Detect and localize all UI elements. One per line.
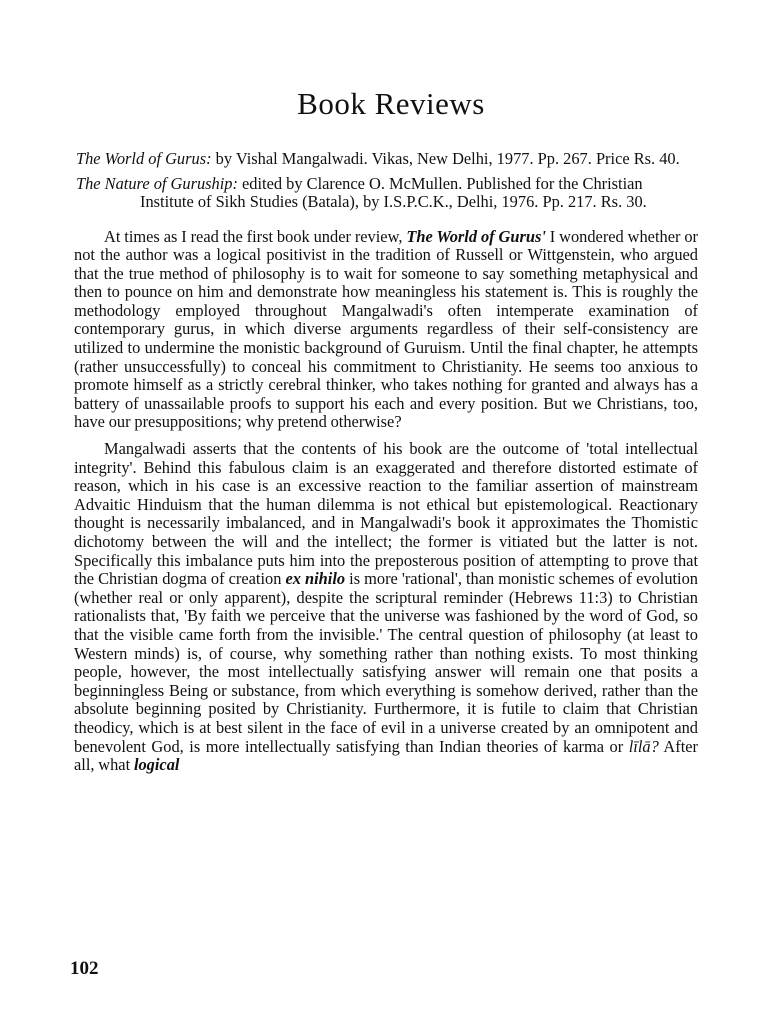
page-number: 102 [70, 958, 99, 979]
paragraph-1-book-title: The World of Gurus' [406, 226, 546, 246]
paragraph-2-lila: līlā? [628, 736, 659, 756]
citation-2-details: edited by Clarence O. McMullen. Published for the Christian Institute of Sikh Studies (Batala), by I.S.P.C.K., Delhi, 1976. Pp. 217. Rs. 30. [140, 173, 647, 211]
paragraph-2-part-1: Mangalwadi asserts that the contents of his book are the outcome of 'total intellectual integrity'. Behind this fabulous claim is an exaggerated and therefore distorted estimate of reason, which in his case is an excessive reaction to the familiar assertion of mainstream Advaitic Hinduism that the human dilemma is not ethical but epistemological. Reactionary thought is necessarily imbalanced, and in Mangalwadi's book it approximates the Thomistic dichotomy between the will and the intellect; the former is vitiated but the latter is not. Specifically this imbalance puts him into the preposterous position of attempting to prove that the Christian dogma of creation [74, 439, 698, 589]
paragraph-2-part-2: is more 'rational', than monistic schemes of evolution (whether real or only apparent), despite the scriptural reminder (Hebrews 11:3) to Christian rationalists that, 'By faith we perceive that the universe was fashioned by the word of God, so that the visible came forth from the invisible.' The central question of philosophy (at least to Western minds) is, of course, why something rather than nothing exists. To most thinking people, however, the most intellectually satisfying answer will remain one that posits a beginningless Being or substance, from which everything is somehow derived, rather than the absolute beginning posited by Christianity. Furthermore, it is futile to claim that Christian theodicy, which is at best silent in the face of evil in a universe created by an omnipotent and benevolent God, is more intellectually satisfying than Indian theories of karma or [74, 569, 699, 756]
citation-1-title: The World of Gurus: [76, 149, 212, 168]
citation-2 [74, 175, 698, 212]
review-body [74, 228, 698, 775]
citation-1 [74, 150, 698, 169]
paragraph-1-rest: I wondered whether or not the author was a logical positivist in the tradition of Russell or Wittgenstein, who argued that the true method of philosophy is to wait for someone to say something metaphysical and then to pounce on him and demonstrate how meaningless his statement is. This is roughly the methodology employed throughout Mangalwadi's often intemperate examination of contemporary gurus, in which diverse arguments regardless of their self-consistency are utilized to undermine the monistic background of Guruism. Until the final chapter, he attempts (rather unsuccessfully) to conceal his commitment to Christianity. He seems too anxious to promote himself as a strictly cerebral thinker, who takes nothing for granted and always has a battery of unassailable proofs to support his each and every position. But we Christians, too, have our presuppositions; why pretend otherwise? [74, 226, 698, 432]
paragraph-1-lead: At times as I read the first book under review, [104, 226, 407, 246]
review-page [74, 86, 698, 775]
paragraph-2-ex-nihilo: ex nihilo [285, 569, 346, 589]
paragraph-1 [74, 228, 698, 433]
paragraph-2-part-3: After all, what [74, 736, 698, 775]
citation-1-details: by Vishal Mangalwadi. Vikas, New Delhi, 1977. Pp. 267. Price Rs. 40. [211, 149, 680, 168]
paragraph-2 [74, 440, 698, 775]
page-title: Book Reviews [297, 86, 485, 121]
paragraph-2-logical: logical [133, 755, 180, 775]
citation-2-title: The Nature of Guruship: [76, 173, 238, 193]
